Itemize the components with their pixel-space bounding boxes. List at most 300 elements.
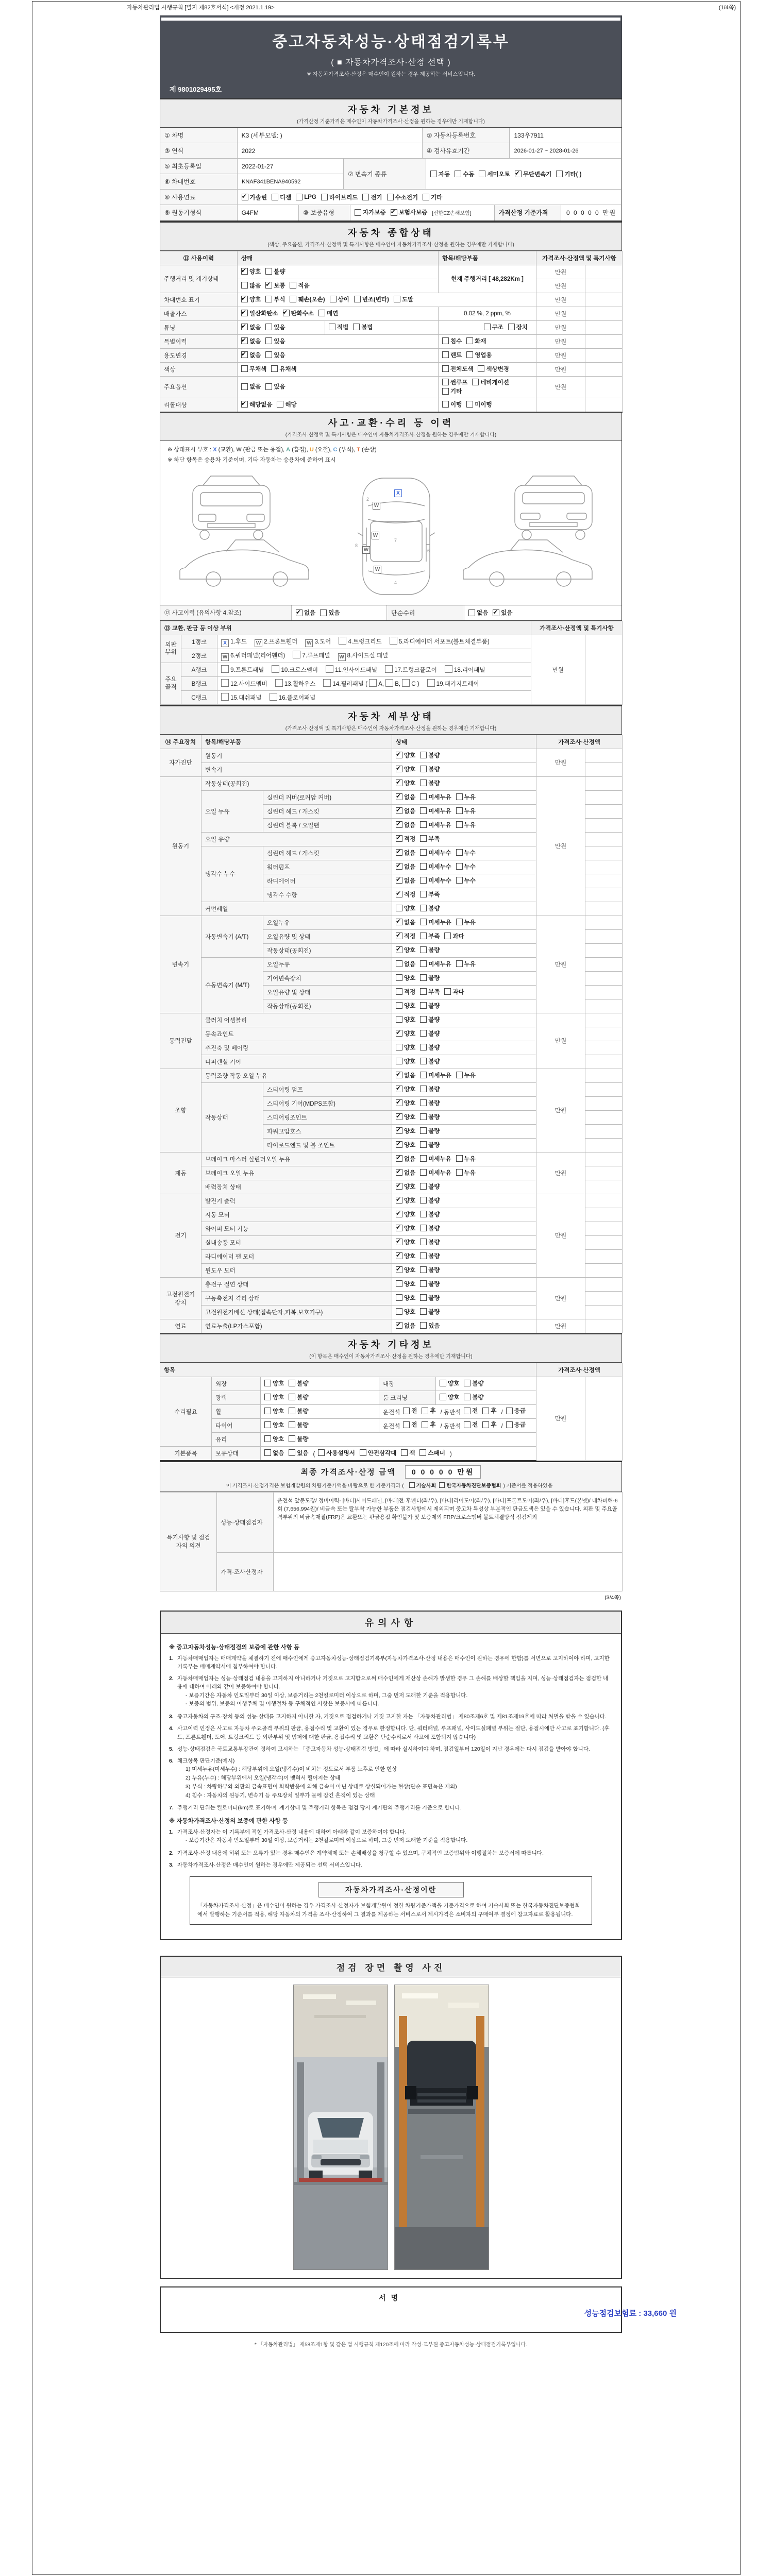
checkbox-unchecked[interactable]: 불량 bbox=[420, 1043, 440, 1052]
simple-repair-label: 단순수리 bbox=[387, 605, 464, 620]
checkbox-unchecked[interactable]: 양호 bbox=[264, 1379, 284, 1387]
checkbox-unchecked[interactable]: 화재 bbox=[466, 337, 486, 345]
checkbox-unchecked[interactable]: 색상변경 bbox=[478, 365, 509, 373]
checkbox-unchecked[interactable]: 미세누유 bbox=[420, 807, 451, 815]
checkbox-unchecked[interactable]: 부족 bbox=[420, 890, 440, 899]
checkbox-unchecked[interactable]: 없음 bbox=[264, 1449, 284, 1457]
inspector-remarks: 운전석 앞문도장/ 정비이력- [바디]사이드패널, [바디]전·후펜더(좌/우), [바디]리어도어(좌/우), [바디]프론트도어(좌/우), [바디]후드(본넷)/ 내차피해-6회 (7,656,994원)/ 비금속 또는 탈부착 가능한 부품은 점검사항에서 제외되며 중고차 특성상 부분적인 판금도색은 있을 수 있습니다. 외판 및 주요골격부위의 비금속재질(FRP)은 교환또는 판금용접 확인불가 및 보증제외 FRP/크로스멤버 볼트체결방식 점검제외 bbox=[274, 1492, 623, 1552]
device-item-label: 윈도우 모터 bbox=[201, 1263, 392, 1277]
device-group-label: 고전원전기장치 bbox=[160, 1277, 201, 1319]
col-price: 가격조사·산정액 bbox=[536, 735, 623, 749]
section-accident-header bbox=[160, 413, 622, 441]
device-item-label: 타이로드엔드 및 볼 조인트 bbox=[263, 1138, 392, 1152]
checkbox-unchecked[interactable]: 무채색 bbox=[241, 365, 266, 373]
checkbox-unchecked[interactable]: 자동 bbox=[430, 170, 450, 178]
panel-mark-X[interactable]: X bbox=[221, 639, 229, 647]
panel-rank-label: A랭크 bbox=[181, 663, 217, 676]
checkbox-unchecked[interactable]: 누수 bbox=[456, 849, 476, 857]
checkbox-checked[interactable]: ✔ 있음 bbox=[493, 608, 512, 617]
checkbox-unchecked[interactable]: 디젤 bbox=[272, 193, 291, 201]
checkbox-unchecked[interactable]: 불량 bbox=[420, 946, 440, 954]
device-state-options bbox=[392, 1208, 536, 1222]
checkbox-checked[interactable]: ✔ 양호 bbox=[396, 1099, 415, 1107]
checkbox-checked[interactable]: ✔ 적정 bbox=[396, 932, 415, 940]
checkbox-checked[interactable]: ✔ 보통 bbox=[265, 281, 285, 290]
device-subgroup-label: 작동상태 bbox=[201, 1082, 263, 1152]
checkbox-checked[interactable]: ✔ 없음 bbox=[396, 876, 415, 885]
checkbox-unchecked[interactable]: 후 bbox=[482, 1406, 496, 1415]
checkbox-checked[interactable]: ✔ 양호 bbox=[396, 1252, 415, 1260]
checkbox-unchecked[interactable]: 많음 bbox=[241, 281, 261, 290]
color-options bbox=[238, 362, 439, 376]
checkbox-unchecked[interactable]: 유채색 bbox=[271, 365, 296, 373]
checkbox-unchecked[interactable]: 불량 bbox=[420, 779, 440, 787]
checkbox-unchecked[interactable]: 후 bbox=[422, 1406, 435, 1415]
checkbox-unchecked[interactable]: 미세누유 bbox=[420, 918, 451, 926]
panel-mark-empty[interactable] bbox=[221, 679, 229, 687]
device-state-options bbox=[392, 1194, 536, 1208]
checkbox-checked[interactable]: ✔ 없음 bbox=[396, 1168, 415, 1177]
checkbox-unchecked[interactable]: 이행 bbox=[442, 400, 462, 409]
checkbox-unchecked[interactable]: 누유 bbox=[456, 807, 476, 815]
notice-item: 1. 자동차매매업자는 매매계약을 체결하기 전에 매수인에게 중고자동차성능·상태점검기록부(자동차가격조사·산정 내용은 매수인이 원하는 경우에 한함)를 서면으로 고지하여야 하며, 고지한 기록부는 매매계약서에 첨부하여야 합니다. bbox=[169, 1655, 610, 1670]
section-note: (가격산정 기준가격은 매수인이 자동차가격조사·산정을 원하는 경우에만 기재합니다) bbox=[297, 119, 485, 125]
main-option-options bbox=[238, 376, 439, 398]
checkbox-unchecked[interactable]: 불량 bbox=[420, 1057, 440, 1065]
checkbox-checked[interactable]: ✔ 양호 bbox=[396, 765, 415, 773]
checkbox-unchecked[interactable]: 훼손(오손) bbox=[290, 295, 325, 303]
mark-T: T bbox=[357, 446, 360, 453]
notice-title: 유의사항 bbox=[161, 1612, 621, 1634]
checkbox-unchecked[interactable]: 불량 bbox=[464, 1393, 483, 1401]
device-state-options bbox=[392, 762, 536, 776]
panel-mark-empty[interactable] bbox=[272, 665, 279, 673]
label-fuel: ⑧ 사용연료 bbox=[160, 190, 238, 205]
checkbox-unchecked[interactable]: 기타( ) bbox=[556, 170, 581, 178]
row-special-history-label: 특별이력 bbox=[160, 334, 238, 348]
checkbox-unchecked[interactable]: 도말 bbox=[394, 295, 413, 303]
device-state-options bbox=[392, 846, 536, 860]
checkbox-unchecked[interactable]: 미세누유 bbox=[420, 1155, 451, 1163]
checkbox-unchecked[interactable]: 불량 bbox=[289, 1393, 308, 1401]
checkbox-unchecked[interactable]: 불량 bbox=[420, 1141, 440, 1149]
checkbox-checked[interactable]: ✔ 양호 bbox=[396, 1196, 415, 1205]
final-price-label: 최종 가격조사·산정 금액 bbox=[300, 1468, 396, 1477]
checkbox-unchecked[interactable]: 미세누수 bbox=[420, 849, 451, 857]
detail-state-table: ⑭ 주요장치 항목/해당부품 상태 가격조사·산정액 자가진단 원동기 ✔ 양호 불량 만원 변속기 ✔ 양호 불량 원동기 작동상태(공회전) ✔ 양호 불량 만원 오일 누유 실린더 커버(로커암 커버) ✔ 없음 미세누유 누유 실린더 헤드 / 개스킷 ✔ 없음 미세누유 누유 실린더 블록 / 오일팬 ✔ 없음 미세누유 누유 오일 유량 ✔ 적정 부족 냉각수 누수 실린더 헤드 / 개스킷 ✔ 없음 미세누수 누수 워터펌프 ✔ 없음 미세누수 누수 라디에이터 ✔ 없음 미세누수 누수 냉각수 수량 ✔ 적정 부족 커먼레일 양호 불량 변속기 자동변속기 (A/T) 오일누유 ✔ 없음 미세누유 누유 만원 오일유량 및 상태 ✔ 적정 부족 과다 작동상태(공회전) ✔ 양호 불량 수동변속기 (M/T) 오일누유 없음 미세누유 누유 기어변속장치 양호 불량 오일유량 및 상태 적정 부족 과다 작동상태(공회전) 양호 불량 동력전달 클러치 어셈블리 양호 불량 만원 등속죠인트 ✔ 양호 불량 추진축 및 베어링 양호 불량 디퍼렌셜 기어 양호 불량 조향 동력조향 작동 오일 누유 ✔ 없음 미세누유 누유 만원 작동상태 스티어링 펌프 ✔ 양호 불량 스티어링 기어(MDPS포함) ✔ 양호 불량 스티어링조인트 ✔ 양호 불량 파워고압호스 ✔ 양호 불량 타이로드엔드 및 볼 조인트 ✔ 양호 불량 제동 브레이크 마스터 실린더오일 누유 ✔ 없음 미세누유 누유 만원 브레이크 오일 누유 ✔ 없음 미세누유 누유 배력장치 상태 ✔ 양호 불량 전기 발전기 출력 ✔ 양호 불량 만원 시동 모터 ✔ 양호 불량 와이퍼 모터 기능 ✔ 양호 불량 실내송풍 모터 ✔ 양호 불량 라디에이터 팬 모터 ✔ 양호 불량 윈도우 모터 ✔ 양호 불량 고전원전기장치 충전구 절연 상태 양호 불량 만원 구동축전지 격리 상태 양호 불량 고전원전기배선 상태(접속단자,피복,보호기구) 양호 불량 연료 연료누출(LP가스포함) ✔ 없음 있음 만원 bbox=[160, 735, 623, 1333]
checkbox-unchecked[interactable]: 불량 bbox=[420, 1294, 440, 1302]
emission-options bbox=[238, 307, 439, 320]
checkbox-unchecked[interactable]: 미세누유 bbox=[420, 821, 451, 829]
checkbox-unchecked[interactable]: 한국자동차진단보증협회 bbox=[439, 1481, 501, 1489]
room-cleaning-options bbox=[436, 1391, 536, 1404]
panel-part-label: 주요골격 bbox=[161, 663, 181, 704]
checkbox-unchecked[interactable]: 있음 bbox=[265, 351, 285, 359]
checkbox-unchecked[interactable]: 있음 bbox=[320, 608, 340, 617]
checkbox-unchecked[interactable]: 불량 bbox=[420, 1127, 440, 1135]
checkbox-checked[interactable]: ✔ 없음 bbox=[396, 821, 415, 829]
checkbox-unchecked[interactable]: 미세누유 bbox=[420, 793, 451, 801]
checkbox-unchecked[interactable]: 양호 bbox=[396, 1015, 415, 1024]
checkbox-unchecked[interactable]: 수동 bbox=[455, 170, 474, 178]
checkbox-checked[interactable]: ✔ 해당없음 bbox=[241, 400, 272, 409]
panel-mark-empty[interactable] bbox=[445, 665, 452, 673]
checkbox-unchecked[interactable]: 전 bbox=[403, 1420, 417, 1429]
diagram-mark-X: X bbox=[394, 489, 402, 497]
checkbox-unchecked[interactable]: 구조 bbox=[484, 323, 503, 331]
checkbox-unchecked[interactable]: 누유 bbox=[456, 1155, 476, 1163]
signature-box[interactable] bbox=[160, 2286, 677, 2333]
checkbox-unchecked[interactable]: 안전삼각대 bbox=[360, 1449, 397, 1457]
notice-box bbox=[160, 1611, 622, 1940]
mileage-current: 현재 주행거리 [ 48,282Km ] bbox=[439, 265, 536, 293]
device-state-options bbox=[392, 929, 536, 943]
checkbox-unchecked[interactable]: 썬루프 bbox=[442, 378, 467, 386]
checkbox-unchecked[interactable]: 누유 bbox=[456, 1071, 476, 1079]
checkbox-checked[interactable]: ✔ 양호 bbox=[396, 1210, 415, 1218]
panel-mark-W[interactable]: W bbox=[255, 639, 262, 647]
checkbox-unchecked[interactable]: 스패너 bbox=[419, 1449, 445, 1457]
checkbox-unchecked[interactable]: 변조(변타) bbox=[354, 295, 389, 303]
panel-items: 9.프론트패널 10.크로스멤버 11.인사이드패널 17.트렁크플로어 18.리어패널 bbox=[217, 663, 531, 676]
checkbox-unchecked[interactable]: 양호 bbox=[264, 1435, 284, 1443]
checkbox-checked[interactable]: ✔ 양호 bbox=[396, 1141, 415, 1149]
checkbox-checked[interactable]: ✔ 없음 bbox=[296, 608, 315, 617]
panel-mark-empty[interactable] bbox=[339, 637, 346, 645]
checkbox-checked[interactable]: ✔ 양호 bbox=[396, 1238, 415, 1246]
checkbox-unchecked[interactable]: 불량 bbox=[420, 1099, 440, 1107]
checkbox-unchecked[interactable]: 불량 bbox=[420, 751, 440, 759]
checkbox-unchecked[interactable]: 불량 bbox=[420, 904, 440, 912]
checkbox-unchecked[interactable]: 기타 bbox=[442, 387, 462, 395]
checkbox-unchecked[interactable]: 장치 bbox=[508, 323, 528, 331]
device-state-options bbox=[392, 943, 536, 957]
device-state-options bbox=[392, 832, 536, 846]
checkbox-checked[interactable]: ✔ 무단변속기 bbox=[515, 170, 552, 178]
glass-options bbox=[261, 1432, 536, 1446]
checkbox-checked[interactable]: ✔ 없음 bbox=[241, 337, 261, 345]
checkbox-unchecked[interactable]: 불량 bbox=[420, 1196, 440, 1205]
option-kind-options bbox=[439, 376, 536, 398]
device-item-label: 실린더 블록 / 오일팬 bbox=[263, 818, 392, 832]
device-item-label: 동력조향 작동 오일 누유 bbox=[201, 1069, 392, 1082]
checkbox-unchecked[interactable]: 양호 bbox=[396, 1043, 415, 1052]
checkbox-unchecked[interactable]: 미세누수 bbox=[420, 876, 451, 885]
device-state-options bbox=[392, 804, 536, 818]
device-item-label: 변속기 bbox=[201, 762, 392, 776]
panel-mark-empty[interactable] bbox=[385, 665, 393, 673]
checkbox-unchecked[interactable]: 없음 bbox=[396, 960, 415, 968]
device-item-label: 발전기 출력 bbox=[201, 1194, 392, 1208]
checkbox-checked[interactable]: ✔ 없음 bbox=[241, 323, 261, 331]
device-item-label: 구동축전지 격리 상태 bbox=[201, 1291, 392, 1305]
checkbox-unchecked[interactable]: 양호 bbox=[440, 1379, 459, 1387]
checkbox-unchecked[interactable]: 있음 bbox=[289, 1449, 308, 1457]
row-usage-change-label: 용도변경 bbox=[160, 348, 238, 362]
device-state-options bbox=[392, 1096, 536, 1110]
checkbox-unchecked[interactable]: 불량 bbox=[289, 1435, 308, 1443]
checkbox-unchecked[interactable]: 렌트 bbox=[442, 351, 462, 359]
checkbox-unchecked[interactable]: 영업용 bbox=[466, 351, 492, 359]
checkbox-unchecked[interactable]: 불량 bbox=[420, 1308, 440, 1316]
checkbox-unchecked[interactable]: 양호 bbox=[396, 1308, 415, 1316]
checkbox-unchecked[interactable]: 불량 bbox=[420, 974, 440, 982]
checkbox-unchecked[interactable]: 전 bbox=[464, 1420, 478, 1429]
device-item-label: 실린더 헤드 / 개스킷 bbox=[263, 846, 392, 860]
checkbox-unchecked[interactable]: 세미오토 bbox=[479, 170, 510, 178]
checkbox-unchecked[interactable]: 부족 bbox=[420, 835, 440, 843]
checkbox-unchecked[interactable]: 불량 bbox=[420, 1266, 440, 1274]
checkbox-unchecked[interactable]: 적정 bbox=[396, 988, 415, 996]
checkbox-unchecked[interactable]: 잭 bbox=[401, 1449, 415, 1457]
state-mark-legend2: ※ 하단 항목은 승용차 기준이며, 기타 자동차는 승용차에 준하여 표시 bbox=[167, 456, 336, 463]
checkbox-unchecked[interactable]: 누유 bbox=[456, 918, 476, 926]
diagram-mark-W: W bbox=[373, 502, 380, 510]
checkbox-unchecked[interactable]: 있음 bbox=[265, 382, 285, 391]
device-item-label: 커먼레일 bbox=[201, 902, 392, 916]
checkbox-checked[interactable]: ✔ 없음 bbox=[396, 862, 415, 871]
checkbox-unchecked[interactable]: 불량 bbox=[420, 1280, 440, 1288]
checkbox-unchecked[interactable]: 미세누수 bbox=[420, 862, 451, 871]
device-subgroup-label: 자동변속기 (A/T) bbox=[201, 916, 263, 957]
checkbox-unchecked[interactable]: 불량 bbox=[420, 765, 440, 773]
notice-item: 6. 체크항목 판단기준(예시) 1) 미세누유(미세누수) : 해당부위에 오일(냉각수)이 비치는 정도로서 부품 노후로 인한 현상 2) 누유(누수) : 해당부위에서 오일(냉각수)이 맺혀서 떨어지는 상태 3) 부식 : 차량하부와 외판의 금속표면이 화학반응에 의해 금속이 아닌 상태로 상실되어가는 현상(단순 표면녹은 제외) 4) 침수 : 자동차의 원동기, 변속기 등 주요장치 일부가 물에 잠긴 흔적이 있는 상태 bbox=[169, 1758, 457, 1799]
car-damage-diagram bbox=[164, 470, 617, 603]
checkbox-checked[interactable]: ✔ 없음 bbox=[396, 793, 415, 801]
checkbox-checked[interactable]: ✔ 양호 bbox=[396, 1127, 415, 1135]
section-title: 사고·교환·수리 등 이력 bbox=[328, 417, 454, 428]
checkbox-checked[interactable]: ✔ 없음 bbox=[396, 1321, 415, 1330]
panel-mark-W[interactable]: W bbox=[305, 639, 313, 647]
checkbox-checked[interactable]: ✔ 가솔린 bbox=[242, 193, 267, 201]
checkbox-unchecked[interactable]: 있음 bbox=[265, 337, 285, 345]
checkbox-unchecked[interactable]: 매연 bbox=[318, 309, 338, 317]
checkbox-unchecked[interactable]: 전체도색 bbox=[442, 365, 473, 373]
device-state-options bbox=[392, 874, 536, 888]
panel-mark-empty[interactable] bbox=[293, 651, 300, 658]
checkbox-unchecked[interactable]: 있음 bbox=[420, 1321, 440, 1330]
checkbox-unchecked[interactable]: 양호 bbox=[396, 904, 415, 912]
device-item-label: 스티어링조인트 bbox=[263, 1110, 392, 1124]
device-group-label: 동력전달 bbox=[160, 1013, 201, 1069]
checkbox-unchecked[interactable]: 불량 bbox=[420, 1015, 440, 1024]
checkbox-unchecked[interactable]: 양호 bbox=[396, 1294, 415, 1302]
checkbox-unchecked[interactable]: 양호 bbox=[264, 1393, 284, 1401]
checkbox-unchecked[interactable]: 누수 bbox=[456, 862, 476, 871]
row-color-label: 색상 bbox=[160, 362, 238, 376]
checkbox-checked[interactable]: ✔ 양호 bbox=[396, 1029, 415, 1038]
basic-items-options: 없음 있음 ( 사용설명서 안전삼각대 잭 스패너 ) bbox=[261, 1446, 536, 1461]
checkbox-checked[interactable]: ✔ 양호 bbox=[396, 1113, 415, 1121]
svg-text:4: 4 bbox=[394, 580, 397, 585]
tire-position-options: 운전석 전 후 / 동반석 전 후 / 응급 bbox=[379, 1418, 536, 1432]
panel-mark-empty[interactable] bbox=[323, 679, 331, 687]
device-state-options bbox=[392, 1180, 536, 1194]
checkbox-unchecked[interactable]: 전기 bbox=[362, 193, 382, 201]
device-item-label: 라디에이터 팬 모터 bbox=[201, 1249, 392, 1263]
checkbox-unchecked[interactable]: 불량 bbox=[420, 1224, 440, 1232]
checkbox-unchecked[interactable]: 응급 bbox=[506, 1406, 526, 1415]
device-state-options bbox=[392, 1166, 536, 1180]
checkbox-unchecked[interactable]: 누수 bbox=[456, 876, 476, 885]
checkbox-checked[interactable]: ✔ 양호 bbox=[396, 1182, 415, 1191]
diagram-mark-W: W bbox=[374, 566, 381, 573]
checkbox-unchecked[interactable]: 전 bbox=[464, 1406, 478, 1415]
checkbox-unchecked[interactable]: 부족 bbox=[420, 988, 440, 996]
fuel-options bbox=[238, 190, 621, 205]
checkbox-unchecked[interactable]: 불량 bbox=[420, 1085, 440, 1093]
checkbox-unchecked[interactable]: 상이 bbox=[330, 295, 349, 303]
color-change-options bbox=[439, 362, 536, 376]
value-car-name: K3 (세부모델: ) bbox=[238, 128, 423, 143]
signature-label: 서명 bbox=[378, 2293, 404, 2302]
panel-mark-empty[interactable] bbox=[326, 665, 333, 673]
checkbox-unchecked[interactable]: 하이브리드 bbox=[321, 193, 358, 201]
price-appraisal-definition-box bbox=[190, 1876, 592, 1925]
device-item-label: 라디에이터 bbox=[263, 874, 392, 888]
checkbox-unchecked[interactable]: 전 bbox=[403, 1406, 417, 1415]
panel-mark-W[interactable]: W bbox=[338, 653, 346, 661]
col-etc-item: 항목 bbox=[160, 1363, 536, 1377]
checkbox-unchecked[interactable]: 없음 bbox=[468, 608, 488, 617]
section-basic-info-header bbox=[160, 98, 622, 128]
checkbox-checked[interactable]: ✔ 양호 bbox=[396, 1266, 415, 1274]
checkbox-unchecked[interactable]: 불량 bbox=[289, 1407, 308, 1415]
final-price-note: 이 가격조사·산정가격은 보험개발원의 차량기준가액을 바탕으로 한 기준가격과 ( 기술사회 한국자동차진단보증협회 ) 기준서를 적용하였음 bbox=[160, 1481, 621, 1489]
checkbox-unchecked[interactable]: 미세누유 bbox=[420, 1071, 451, 1079]
checkbox-unchecked[interactable]: 미세누유 bbox=[420, 960, 451, 968]
panel-mark-empty[interactable] bbox=[221, 665, 229, 673]
checkbox-unchecked[interactable]: 불량 bbox=[464, 1379, 483, 1387]
device-item-label: 디퍼렌셜 기어 bbox=[201, 1055, 392, 1069]
checkbox-unchecked[interactable]: 양호 bbox=[440, 1393, 459, 1401]
checkbox-unchecked[interactable]: 해당 bbox=[277, 400, 296, 409]
checkbox-unchecked[interactable]: 양호 bbox=[396, 1057, 415, 1065]
checkbox-unchecked[interactable]: 불법 bbox=[353, 323, 373, 331]
checkbox-unchecked[interactable]: 불량 bbox=[420, 1210, 440, 1218]
panel-mark-W[interactable]: W bbox=[221, 653, 229, 661]
checkbox-checked[interactable]: ✔ 양호 bbox=[396, 1224, 415, 1232]
warranty-options bbox=[350, 205, 494, 221]
checkbox-unchecked[interactable]: 기술사회 bbox=[409, 1481, 436, 1489]
panel-mark-empty[interactable] bbox=[270, 693, 277, 701]
checkbox-unchecked[interactable]: 기타 bbox=[423, 193, 442, 201]
checkbox-unchecked[interactable]: 누유 bbox=[456, 960, 476, 968]
checkbox-unchecked[interactable]: 누유 bbox=[456, 821, 476, 829]
checkbox-unchecked[interactable]: 양호 bbox=[396, 1002, 415, 1010]
checkbox-checked[interactable]: ✔ 없음 bbox=[396, 807, 415, 815]
checkbox-unchecked[interactable]: 미이행 bbox=[466, 400, 492, 409]
checkbox-checked[interactable]: ✔ 양호 bbox=[396, 946, 415, 954]
checkbox-unchecked[interactable]: 부족 bbox=[420, 932, 440, 940]
device-state-options bbox=[392, 902, 536, 916]
device-item-label: 와이퍼 모터 기능 bbox=[201, 1222, 392, 1235]
device-state-options bbox=[392, 1222, 536, 1235]
checkbox-unchecked[interactable]: 양호 bbox=[396, 1280, 415, 1288]
checkbox-unchecked[interactable]: 적음 bbox=[290, 281, 309, 290]
checkbox-unchecked[interactable]: 양호 bbox=[396, 974, 415, 982]
checkbox-unchecked[interactable]: 불량 bbox=[289, 1421, 308, 1429]
panel-mark-empty[interactable] bbox=[221, 693, 229, 701]
checkbox-checked[interactable]: ✔ 보험사보증 bbox=[391, 208, 428, 216]
section-title: 자동차 기본정보 bbox=[348, 105, 434, 115]
checkbox-checked[interactable]: ✔ 없음 bbox=[396, 849, 415, 857]
checkbox-unchecked[interactable]: 후 bbox=[482, 1420, 496, 1429]
checkbox-unchecked[interactable]: 자가보증 bbox=[355, 208, 385, 216]
checkbox-checked[interactable]: ✔ 양호 bbox=[396, 1085, 415, 1093]
diagram-mark-W: W bbox=[362, 546, 370, 554]
checkbox-unchecked[interactable]: 부식 bbox=[265, 295, 285, 303]
checkbox-unchecked[interactable]: 네비게이션 bbox=[472, 378, 509, 386]
checkbox-unchecked[interactable]: 후 bbox=[422, 1420, 435, 1429]
section-note: (가격조사·산정액 및 특기사항은 매수인이 자동차가격조사·산정을 원하는 경우에만 기재합니다) bbox=[285, 432, 497, 438]
checkbox-unchecked[interactable]: 불량 bbox=[420, 1029, 440, 1038]
checkbox-checked[interactable]: ✔ 양호 bbox=[241, 295, 261, 303]
checkbox-unchecked[interactable]: 수소전기 bbox=[387, 193, 418, 201]
checkbox-checked[interactable]: ✔ 적정 bbox=[396, 890, 415, 899]
device-state-options bbox=[392, 790, 536, 804]
device-item-label: 배력장치 상태 bbox=[201, 1180, 392, 1194]
checkbox-unchecked[interactable]: 있음 bbox=[265, 323, 285, 331]
checkbox-checked[interactable]: ✔ 양호 bbox=[241, 267, 261, 276]
checkbox-checked[interactable]: ✔ 적정 bbox=[396, 835, 415, 843]
checkbox-unchecked[interactable]: 과다 bbox=[444, 932, 464, 940]
device-state-options bbox=[392, 818, 536, 832]
checkbox-checked[interactable]: ✔ 탄화수소 bbox=[283, 309, 314, 317]
checkbox-unchecked[interactable]: 적법 bbox=[329, 323, 348, 331]
checkbox-unchecked[interactable]: 불량 bbox=[289, 1379, 308, 1387]
checkbox-unchecked[interactable]: 불량 bbox=[420, 1113, 440, 1121]
checkbox-unchecked[interactable]: 누유 bbox=[456, 793, 476, 801]
checkbox-unchecked[interactable]: 누유 bbox=[456, 1168, 476, 1177]
checkbox-unchecked[interactable]: 불량 bbox=[265, 267, 285, 276]
checkbox-unchecked[interactable]: 불량 bbox=[420, 1002, 440, 1010]
checkbox-unchecked[interactable]: 양호 bbox=[264, 1407, 284, 1415]
exterior-options bbox=[261, 1377, 379, 1391]
checkbox-unchecked[interactable]: 응급 bbox=[506, 1420, 526, 1429]
checkbox-unchecked[interactable]: 미세누유 bbox=[420, 1168, 451, 1177]
checkbox-unchecked[interactable]: 불량 bbox=[420, 1252, 440, 1260]
notice-item: 5. 성능·상태점검은 국토교통부장관이 정하여 고시하는 「중고자동차 성능·상태점검 방법」에 따라 실시하여야 하며, 점검일부터 120일이 지난 경우에는 다시 점검을 받아야 합니다. bbox=[169, 1745, 590, 1752]
checkbox-checked[interactable]: ✔ 없음 bbox=[396, 1155, 415, 1163]
device-item-label: 오일유량 및 상태 bbox=[263, 929, 392, 943]
device-state-options bbox=[392, 916, 536, 929]
panel-mark-empty[interactable] bbox=[390, 637, 397, 645]
checkbox-checked[interactable]: ✔ 없음 bbox=[396, 918, 415, 926]
device-item-label: 작동상태(공회전) bbox=[263, 999, 392, 1013]
panel-mark-empty[interactable] bbox=[427, 679, 435, 687]
checkbox-unchecked[interactable]: LPG bbox=[296, 194, 316, 200]
checkbox-checked[interactable]: ✔ 양호 bbox=[396, 779, 415, 787]
checkbox-unchecked[interactable]: 불량 bbox=[420, 1182, 440, 1191]
checkbox-unchecked[interactable]: 없음 bbox=[241, 382, 261, 391]
panel-rank-label: 1랭크 bbox=[181, 635, 217, 649]
checkbox-unchecked[interactable]: 양호 bbox=[264, 1421, 284, 1429]
recall-done-options bbox=[439, 398, 536, 412]
checkbox-unchecked[interactable]: 불량 bbox=[420, 1238, 440, 1246]
checkbox-unchecked[interactable]: 과다 bbox=[444, 988, 464, 996]
checkbox-unchecked[interactable]: 침수 bbox=[442, 337, 462, 345]
checkbox-checked[interactable]: ✔ 일산화탄소 bbox=[241, 309, 278, 317]
checkbox-unchecked[interactable]: 사용설명서 bbox=[318, 1449, 355, 1457]
checkbox-checked[interactable]: ✔ 없음 bbox=[396, 1071, 415, 1079]
panel-mark-empty[interactable] bbox=[275, 679, 283, 687]
mark-A: A bbox=[286, 446, 291, 453]
checkbox-checked[interactable]: ✔ 양호 bbox=[396, 751, 415, 759]
checkbox-checked[interactable]: ✔ 없음 bbox=[241, 351, 261, 359]
device-group-label: 연료 bbox=[160, 1319, 201, 1333]
state-mark-legend: ※ 상태표시 부호 : X (교환), W (판금 또는 용접), A (흠집), U (요철), C (부식), T (손상) bbox=[167, 446, 377, 453]
